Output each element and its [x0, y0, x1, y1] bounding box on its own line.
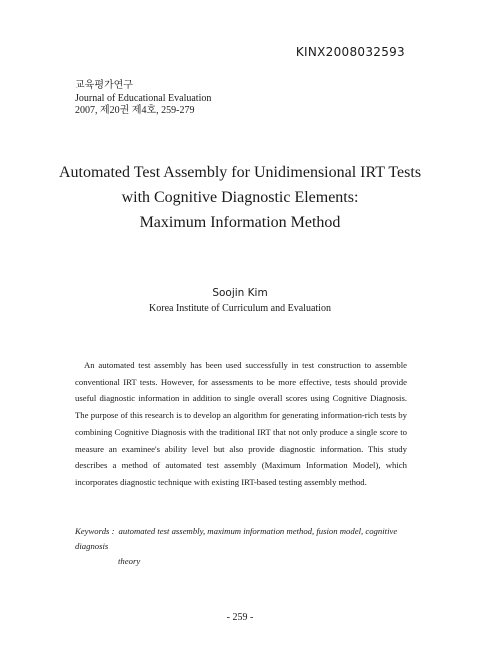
keywords-text-line-1: automated test assembly, maximum information method, fusion model, cognitive diagnosis — [75, 526, 398, 551]
page-number: - 259 - — [226, 612, 254, 623]
title-line-3: Maximum Information Method — [139, 214, 341, 231]
document-id: KINX2008032593 — [295, 45, 405, 59]
journal-name-english: Journal of Educational Evaluation — [75, 92, 212, 104]
keywords-text-line-2: theory — [118, 556, 141, 566]
keywords-label: Keywords : — [75, 526, 115, 536]
paper-title — [0, 160, 480, 235]
journal-header — [75, 80, 211, 118]
author-affiliation: Korea Institute of Curriculum and Evaluation — [149, 303, 331, 314]
journal-name-korean: 교육평가연구 — [75, 80, 133, 91]
keywords — [75, 524, 410, 569]
abstract-text: An automated test assembly has been used successfully in test construction to assemble conventional IRT tests. However, for assessments to be more effective, tests should provide useful diagnostic information in addition to single overall scores using Cognitive Diagnosis. The purpose of this research is to develop an algorithm for generating information-rich tests by combining Cognitive Diagnosis with the traditional IRT that not only produce a single score to measure an examinee's ability level but also provide diagnostic information. This study describes a method of automated test assembly (Maximum Information Model), which incorporates diagnostic technique with existing IRT-based testing assembly method. — [75, 360, 407, 487]
title-line-2: with Cognitive Diagnostic Elements: — [121, 189, 359, 206]
journal-volume-info: 2007, 제20권 제4호, 259-279 — [75, 105, 195, 116]
title-line-1: Automated Test Assembly for Unidimensional IRT Tests — [58, 164, 422, 181]
author-name: Soojin Kim — [212, 287, 268, 299]
